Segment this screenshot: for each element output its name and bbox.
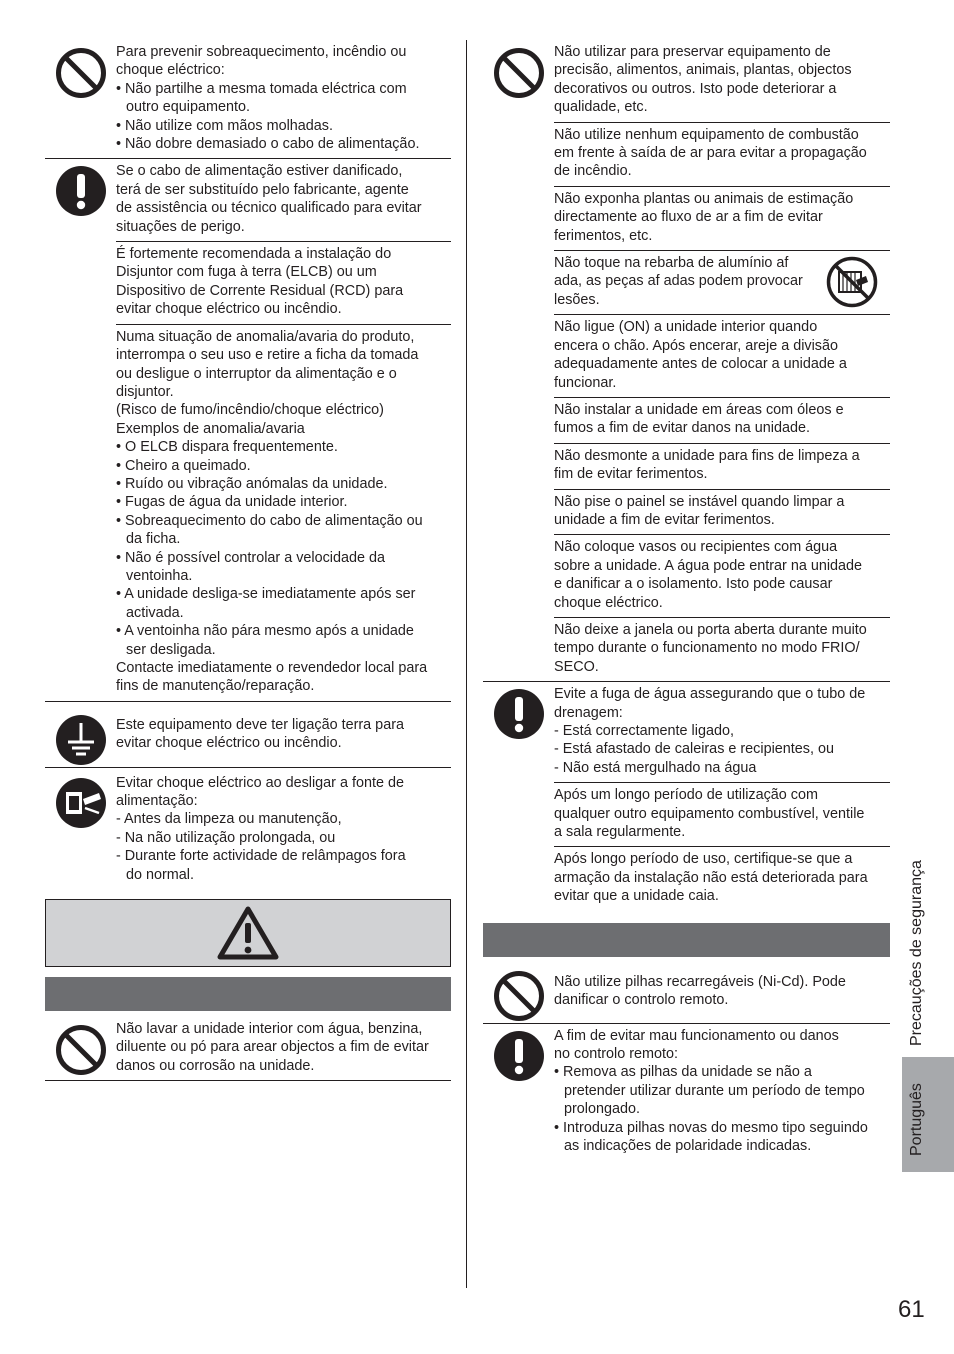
text-line: armação da instalação não está deteriorada para [554,869,868,886]
section-band [45,977,451,1011]
side-tab-section-label: Precauções de segurança [908,860,925,1046]
paragraph [554,963,890,1022]
left-column [45,40,451,1081]
text-line: qualquer outro equipamento combustível, ventile [554,805,865,822]
text-line: pretender utilizar durante um período de tempo [564,1082,865,1099]
earth-ground-icon [45,708,116,766]
unplug-icon [45,771,116,829]
right-group-4 [483,1024,890,1161]
text-line: terá de ser substituído pelo fabricante, agente [116,181,409,198]
text-line: Para prevenir sobreaquecimento, incêndio ou [116,44,407,60]
text-line: funcionar. [554,374,617,391]
text-line: Dispositivo de Corrente Residual (RCD) para [116,282,404,299]
bullet-item: - Na não utilização prolongada, ou [116,829,336,846]
bullet-item: • O ELCB dispara frequentemente. [116,439,338,456]
left-group-5 [45,1017,451,1081]
text-line: Evitar choque eléctrico ao desligar a fonte de [116,774,404,791]
right-column [483,40,890,1161]
bullet-item: • A unidade desliga-se imediatamente após ser [116,586,416,603]
caution-header [45,899,451,967]
text-line: Não exponha plantas ou animais de estimação [554,190,854,207]
paragraph [554,314,890,397]
prohibition-icon [483,963,554,1023]
text-line: fins de manutenção/reparação. [116,678,315,695]
paragraph [554,682,890,782]
text-line: disjuntor. [116,383,174,400]
text-line: e danificar a o isolamento. Isto pode causar [554,576,833,593]
text-line: lesões. [554,291,600,308]
text-line: ventoinha. [126,567,193,584]
text-line: em frente à saída de ar para evitar a propagação [554,145,867,162]
text-line: - Está afastado de caleiras e recipientes, ou [554,741,834,758]
text-line: evitar choque eléctrico ou incêndio. [116,735,342,752]
bullet-item: • Sobreaquecimento do cabo de alimentação ou [116,512,423,529]
text-line: fumos a fim de evitar danos na unidade. [554,420,810,437]
text-line: ferimentos, etc. [554,227,653,244]
bullet-item: • Não utilize com mãos molhadas. [116,117,333,134]
text-line: no controlo remoto: [554,1046,678,1063]
text-line: interrompa o seu uso e retire a ficha da tomada [116,347,419,364]
text-line: ou desligue o interruptor da alimentação e o [116,365,397,382]
text-line: A fim de evitar mau funcionamento ou danos [554,1027,839,1044]
text-line: evitar que a unidade caia. [554,888,719,905]
text-line: É fortemente recomendada a instalação do [116,246,392,263]
text-line: a sala regularmente. [554,824,686,841]
text-line: sobre a unidade. A água pode entrar na unidade [554,557,863,574]
bullet-item: - Antes da limpeza ou manutenção, [116,811,342,828]
paragraph [554,782,890,846]
paragraph [554,122,890,186]
text-line: choque eléctrico. [554,594,663,611]
text-line: Não coloque vasos ou recipientes com água [554,539,838,556]
side-tab-language-label: Português [908,1083,925,1156]
mandatory-icon [483,682,554,740]
text-line: prolongado. [564,1101,641,1118]
text-line: Não ligue (ON) a unidade interior quando [554,319,818,336]
text-line: - Está correctamente ligado, [554,723,734,739]
paragraph [116,159,451,241]
left-group-2 [45,159,451,701]
text-line: tempo durante o funcionamento no modo FRIO/ [554,640,860,657]
paragraph [554,186,890,250]
text-line: outro equipamento. [126,99,251,116]
paragraph [554,443,890,489]
text-line: Disjuntor com fuga à terra (ELCB) ou um [116,264,377,281]
right-group-2 [483,682,890,910]
mandatory-icon [483,1024,554,1082]
text-line: directamente ao fluxo de ar a fim de evitar [554,209,823,226]
text-line: danos ou corrosão na unidade. [116,1057,315,1074]
paragraph [554,250,890,314]
left-group-1 [45,40,451,159]
bullet-item: • Ruído ou vibração anómalas da unidade. [116,475,388,492]
prohibition-icon [45,1017,116,1077]
text-line: unidade a fim de evitar ferimentos. [554,511,775,528]
text-line: de assistência ou técnico qualificado para evitar [116,200,422,217]
bullet-item: • Fugas de água da unidade interior. [116,494,348,511]
right-group-1 [483,40,890,682]
text-line: diluente ou pó para arear objectos a fim de evitar [116,1039,429,1056]
text-line: de incêndio. [554,163,632,180]
text-line: da ficha. [126,531,181,548]
text-line: encera o chão. Após encerar, areje a divisão [554,337,838,354]
left-group-3 [45,702,451,768]
text-line: (Risco de fumo/incêndio/choque eléctrico) [116,402,384,419]
aluminium-fin-icon [826,256,878,308]
text-line: - Não está mergulhado na água [554,759,757,776]
text-line: danificar o controlo remoto. [554,992,729,1009]
text-line: ser desligada. [126,641,216,658]
text-line: Se o cabo de alimentação estiver danificado, [116,163,403,180]
section-band [483,923,890,957]
paragraph [554,534,890,617]
text-line: Não utilize nenhum equipamento de combustão [554,126,859,143]
text-line: situações de perigo. [116,218,245,235]
text-line: alimentação: [116,793,198,810]
paragraph [116,40,451,158]
text-line: fim de evitar ferimentos. [554,466,708,483]
bullet-item: • A ventoinha não pára mesmo após a unidade [116,623,414,640]
text-line: qualidade, etc. [554,99,648,116]
page-number: 61 [898,1296,925,1323]
bullet-item: - Durante forte actividade de relâmpagos fora [116,848,406,865]
text-line: choque eléctrico: [116,62,225,79]
text-line: Após um longo período de utilização com [554,787,818,804]
prohibition-icon [483,40,554,100]
paragraph [554,397,890,443]
paragraph [554,846,890,910]
text-line: Exemplos de anomalia/avaria [116,420,305,437]
text-line: do normal. [126,866,194,883]
text-line: drenagem: [554,704,623,721]
text-line: Numa situação de anomalia/avaria do produto, [116,328,415,345]
paragraph [554,1024,890,1161]
column-divider [466,40,467,1288]
text-line: evitar choque eléctrico ou incêndio. [116,301,342,318]
text-line: decorativos ou outros. Isto pode deteriorar a [554,80,837,97]
text-line: Contacte imediatamente o revendedor local para [116,660,428,676]
prohibition-icon [45,40,116,100]
text-line: Não utilizar para preservar equipamento de [554,44,831,60]
text-line: Não desmonte a unidade para fins de limpeza a [554,447,860,464]
text-line: Este equipamento deve ter ligação terra para [116,716,404,733]
text-line: Não instalar a unidade em áreas com óleos e [554,401,844,418]
text-line: ada, as peças af adas podem provocar [554,273,803,290]
paragraph [554,489,890,535]
bullet-item: • Não partilhe a mesma tomada eléctrica com [116,80,407,97]
text-line: as indicações de polaridade indicadas. [564,1138,812,1155]
text-line: SECO. [554,658,599,675]
paragraph [116,1017,451,1080]
warning-triangle-icon [216,905,280,961]
text-line: adequadamente antes de colocar a unidade a [554,356,847,373]
text-line: activada. [126,604,184,621]
mandatory-icon [45,159,116,217]
bullet-item: • Não é possível controlar a velocidade da [116,549,386,566]
text-line: Não pise o painel se instável quando limpar a [554,493,845,510]
paragraph [554,617,890,681]
bullet-item: • Cheiro a queimado. [116,457,251,474]
text-line: Evite a fuga de água assegurando que o tubo de [554,686,866,703]
paragraph [116,241,451,324]
text-line: precisão, alimentos, animais, plantas, objectos [554,62,852,79]
bullet-item: • Não dobre demasiado o cabo de alimentação. [116,136,420,153]
paragraph [116,771,451,889]
right-group-3 [483,963,890,1024]
paragraph [116,324,451,701]
bullet-item: • Remova as pilhas da unidade se não a [554,1064,812,1081]
text-line: Não utilize pilhas recarregáveis (Ni-Cd). Pode [554,973,846,990]
bullet-item: • Introduza pilhas novas do mesmo tipo seguindo [554,1119,868,1136]
paragraph [554,40,890,122]
text-line: Não deixe a janela ou porta aberta durante muito [554,621,867,638]
text-line: Não toque na rebarba de alumínio af [554,255,789,272]
paragraph [116,708,451,767]
left-group-4 [45,768,451,889]
text-line: Não lavar a unidade interior com água, benzina, [116,1021,423,1038]
text-line: Após longo período de uso, certifique-se que a [554,851,853,868]
